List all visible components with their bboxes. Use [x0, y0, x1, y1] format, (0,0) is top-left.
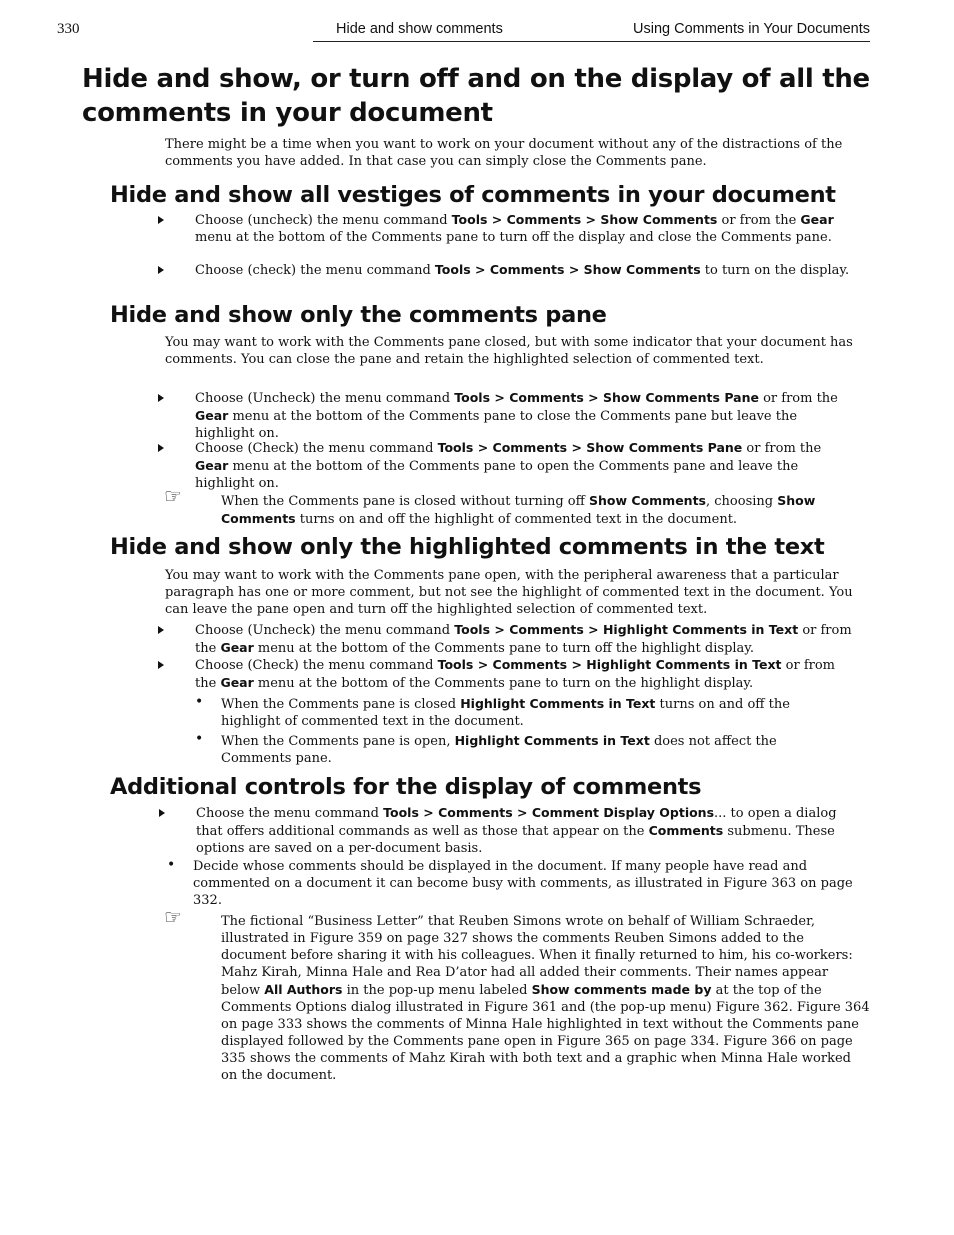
list-item: Choose (uncheck) the menu command Tools > Comments > Show Comments or from the Gear menu at the bottom of the Comments pane to turn off the display and close the Comments pane. [195, 211, 855, 246]
header-rule [313, 41, 870, 42]
bullet-item: • When the Comments pane is open, Highlight Comments in Text does not affect the Comments pane. [195, 731, 777, 766]
list-item: Choose the menu command Tools > Comments > Comment Display Options... to open a dialog that offers additional commands as well as those that appear on the Comments submenu. These options are saved on a per-document basis. [196, 804, 856, 857]
triangle-bullet-icon [158, 216, 164, 224]
page-title: Hide and show, or turn off and on the display of all the comments in your document [82, 64, 870, 128]
list-item: Choose (check) the menu command Tools > Comments > Show Comments to turn on the display. [195, 261, 855, 279]
note: ☞ When the Comments pane is closed without turning off Show Comments, choosing Show Comments turns on and off the highlight of commented text in the document. [164, 484, 816, 527]
triangle-bullet-icon [159, 809, 165, 817]
triangle-bullet-icon [158, 266, 164, 274]
triangle-bullet-icon [158, 626, 164, 634]
header-section-title: Hide and show comments [336, 21, 503, 37]
section-paragraph: You may want to work with the Comments pane closed, but with some indicator that your document has comments. You can close the pane and retain the highlighted selection of commented text. [165, 335, 853, 367]
pointing-hand-icon: ☞ [164, 905, 182, 929]
section-heading-highlighted-comments: Hide and show only the highlighted comments in the text [110, 534, 825, 560]
list-item: Choose (Check) the menu command Tools > Comments > Show Comments Pane or from the Gear menu at the bottom of the Comments pane to open the Comments pane and leave the highlight on. [195, 439, 855, 492]
page-number: 330 [57, 21, 80, 37]
bullet-dot-icon: • [195, 694, 204, 710]
section-heading-all-vestiges: Hide and show all vestiges of comments in your document [110, 182, 836, 208]
section-heading-additional-controls: Additional controls for the display of comments [110, 774, 702, 800]
section-paragraph: You may want to work with the Comments pane open, with the peripheral awareness that a particular paragraph has one or more comment, but not see the highlight of commented text in the document. You can leave the pane open and turn off the highlighted selection of commented text. [165, 568, 853, 617]
list-item: Choose (Check) the menu command Tools > Comments > Highlight Comments in Text or from the Gear menu at the bottom of the Comments pane to turn on the highlight display. [195, 656, 855, 692]
running-header [0, 18, 954, 44]
intro-paragraph: There might be a time when you want to work on your document without any of the distractions of the comments you have added. In that case you can simply close the Comments pane. [165, 137, 843, 169]
bullet-item: • When the Comments pane is closed Highlight Comments in Text turns on and off the highlight of commented text in the document. [195, 694, 790, 729]
note: ☞ The fictional “Business Letter” that Reuben Simons wrote on behalf of William Schraeder, illustrated in Figure 359 on page 327 shows the comments Reuben Simons added to the document before sharing it with his colleagues. When it finally returned to him, his co-workers: Mahz Kirah, Minna Hale and Rea D’ator had all added their comments. Their names appear below All Authors in the pop-up menu labeled Show comments made by at the top of the Comments Options dialog illustrated in Figure 361 and (the pop-up menu) Figure 362. Figure 364 on page 333 shows the comments of Minna Hale highlighted in text without the Comments pane displayed followed by the Comments pane open in Figure 365 on page 334. Figure 366 on page 335 shows the comments of Mahz Kirah with both text and a graphic when Minna Hale worked on the document. [164, 905, 870, 1083]
pointing-hand-icon: ☞ [164, 484, 182, 508]
triangle-bullet-icon [158, 661, 164, 669]
bullet-item: • Decide whose comments should be displayed in the document. If many people have read and commented on a document it can become busy with comments, as illustrated in Figure 363 on page 332. [167, 857, 853, 908]
triangle-bullet-icon [158, 394, 164, 402]
triangle-bullet-icon [158, 444, 164, 452]
bullet-dot-icon: • [167, 857, 176, 873]
bullet-dot-icon: • [195, 731, 204, 747]
list-item: Choose (Uncheck) the menu command Tools > Comments > Highlight Comments in Text or from the Gear menu at the bottom of the Comments pane to turn off the highlight display. [195, 621, 855, 657]
header-chapter-title: Using Comments in Your Documents [633, 21, 870, 37]
section-heading-comments-pane: Hide and show only the comments pane [110, 302, 607, 328]
list-item: Choose (Uncheck) the menu command Tools > Comments > Show Comments Pane or from the Gear menu at the bottom of the Comments pane to close the Comments pane but leave the highlight on. [195, 389, 855, 442]
